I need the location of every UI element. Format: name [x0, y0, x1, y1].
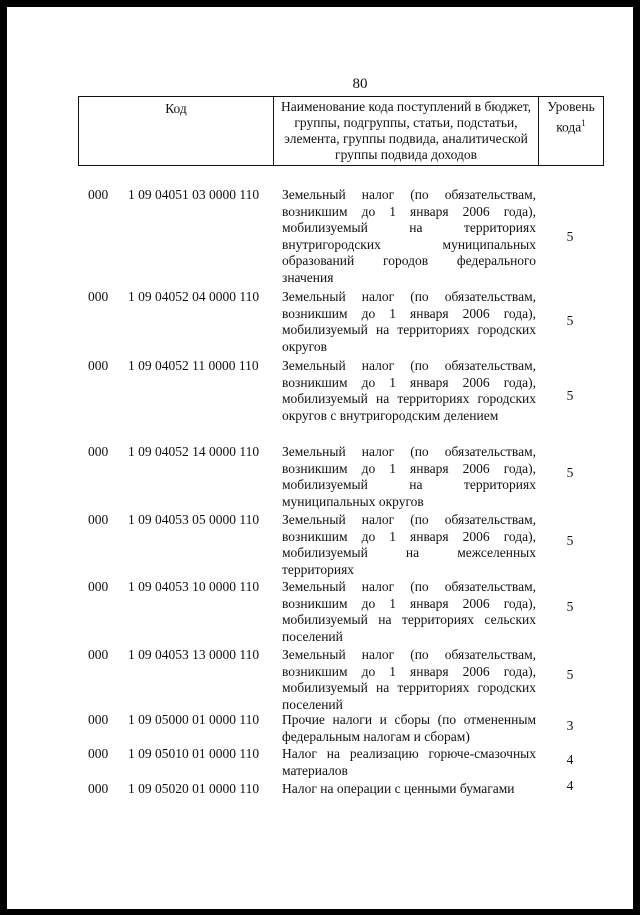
row-admin-code: 000	[88, 712, 109, 727]
row-admin-code: 000	[88, 289, 109, 304]
table-header	[78, 96, 604, 166]
row-admin-code: 000	[88, 358, 109, 373]
row-income-code: 1 09 05010 01 0000 110	[128, 746, 260, 761]
row-income-code: 1 09 05000 01 0000 110	[128, 712, 260, 727]
row-admin-code: 000	[88, 444, 109, 459]
row-description: Земельный налог (по обязательствам, возникшим до 1 января 2006 года), мобилизуемый на территориях городских округов	[282, 289, 536, 354]
row-description: Прочие налоги и сборы (по отмененным федеральным налогам и сборам)	[282, 712, 536, 744]
row-income-code: 1 09 04052 14 0000 110	[128, 444, 260, 459]
scan-border-right	[633, 0, 640, 915]
row-admin-code: 000	[88, 647, 109, 662]
row-level: 5	[566, 533, 574, 548]
row-level: 3	[566, 718, 574, 733]
row-level: 4	[566, 778, 574, 793]
header-level-label: Уровень кода	[547, 99, 595, 135]
header-code: Код	[79, 97, 274, 166]
row-level: 5	[566, 599, 574, 614]
row-income-code: 1 09 04053 05 0000 110	[128, 512, 260, 527]
row-admin-code: 000	[88, 579, 109, 594]
page-number: 80	[352, 76, 368, 92]
row-description: Налог на операции с ценными бумагами	[282, 781, 515, 796]
scan-border-top	[0, 0, 640, 7]
row-level: 5	[566, 388, 574, 403]
row-description: Налог на реализацию горюче-смазочных материалов	[282, 746, 536, 778]
row-description: Земельный налог (по обязательствам, возникшим до 1 января 2006 года), мобилизуемый на территориях внутригородских муниципальных образований городов федерального значения	[282, 187, 536, 285]
scan-border-bottom	[0, 909, 640, 915]
scan-border-left	[0, 0, 7, 915]
row-income-code: 1 09 04052 11 0000 110	[128, 358, 259, 373]
row-level: 5	[566, 229, 574, 244]
row-description: Земельный налог (по обязательствам, возникшим до 1 января 2006 года), мобилизуемый на территориях городских округов с внутригородским делением	[282, 358, 536, 423]
row-admin-code: 000	[88, 512, 109, 527]
header-level	[539, 97, 604, 166]
header-name: Наименование кода поступлений в бюджет, группы, подгруппы, статьи, подстатьи, элемента, группы подвида, аналитической группы подвида доходов	[274, 97, 539, 166]
row-description: Земельный налог (по обязательствам, возникшим до 1 января 2006 года), мобилизуемый на территориях городских поселений	[282, 647, 536, 712]
row-description: Земельный налог (по обязательствам, возникшим до 1 января 2006 года), мобилизуемый на межселенных территориях	[282, 512, 536, 577]
row-income-code: 1 09 04051 03 0000 110	[128, 187, 260, 202]
row-income-code: 1 09 04052 04 0000 110	[128, 289, 260, 304]
row-level: 4	[566, 752, 574, 767]
row-description: Земельный налог (по обязательствам, возникшим до 1 января 2006 года), мобилизуемый на территориях сельских поселений	[282, 579, 536, 644]
row-admin-code: 000	[88, 781, 109, 796]
header-level-footnote: 1	[581, 118, 586, 128]
row-admin-code: 000	[88, 187, 109, 202]
row-level: 5	[566, 313, 574, 328]
row-income-code: 1 09 05020 01 0000 110	[128, 781, 260, 796]
row-admin-code: 000	[88, 746, 109, 761]
row-level: 5	[566, 667, 574, 682]
row-income-code: 1 09 04053 13 0000 110	[128, 647, 260, 662]
row-description: Земельный налог (по обязательствам, возникшим до 1 января 2006 года), мобилизуемый на территориях муниципальных округов	[282, 444, 536, 509]
row-level: 5	[566, 465, 574, 480]
row-income-code: 1 09 04053 10 0000 110	[128, 579, 260, 594]
